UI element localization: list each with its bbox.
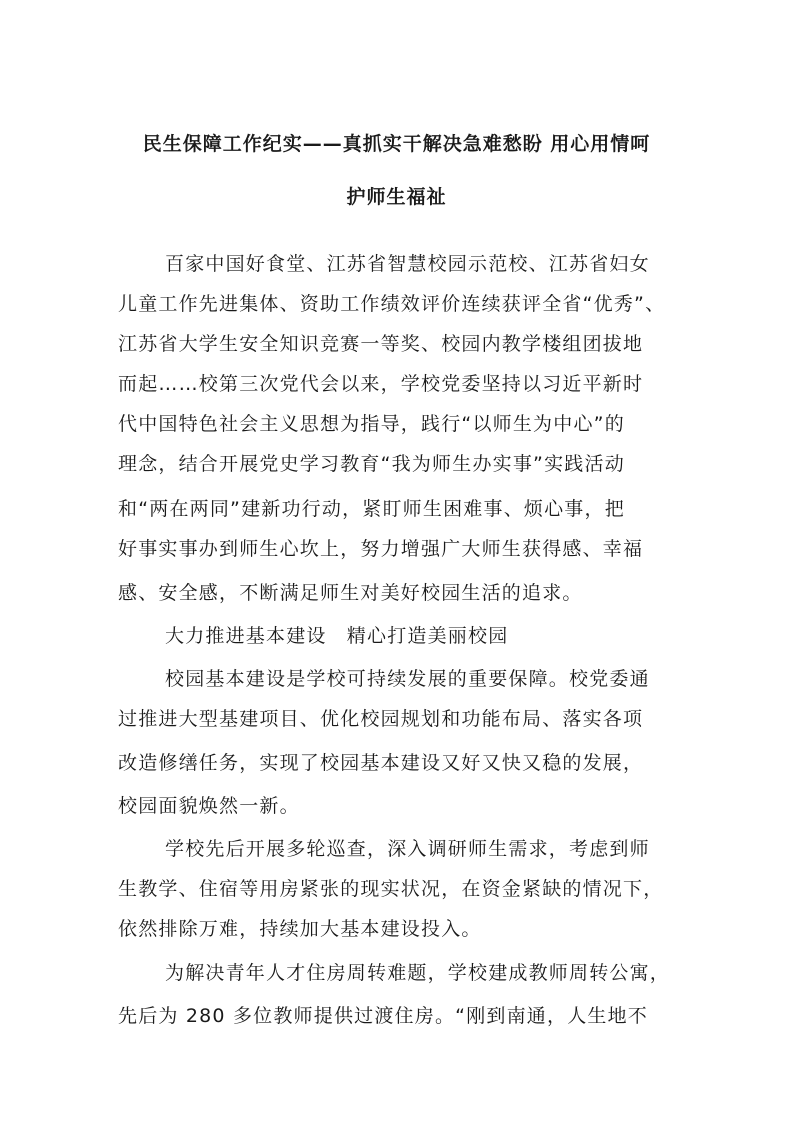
paragraph-line: 儿童工作先进集体、资助工作绩效评价连续获评全省“优秀”、 <box>118 293 666 315</box>
paragraph-line: 理念，结合开展党史学习教育“我为师生办实事”实践活动 <box>118 453 625 475</box>
paragraph-line: 江苏省大学生安全知识竞赛一等奖、校园内教学楼组团拔地 <box>118 333 644 355</box>
paragraph-line: 和“两在两同”建新功行动，紧盯师生困难事、烦心事，把 <box>118 498 625 520</box>
paragraph-line: 而起……校第三次党代会以来，学校党委坚持以习近平新时 <box>118 373 644 395</box>
paragraph-line: 过推进大型基建项目、优化校园规划和功能布局、落实各项 <box>118 708 644 730</box>
paragraph-line: 生教学、住宿等用房紧张的现实状况，在资金紧缺的情况下， <box>118 878 664 900</box>
paragraph-line: 先后为 280 多位教师提供过渡住房。“刚到南通，人生地不 <box>118 1005 648 1027</box>
paragraph-line: 代中国特色社会主义思想为指导，践行“以师生为中心”的 <box>118 413 625 435</box>
section-heading: 大力推进基本建设 精心打造美丽校园 <box>165 625 509 647</box>
document-title-line-2: 护师生福祉 <box>346 186 447 208</box>
paragraph-line: 学校先后开展多轮巡查，深入调研师生需求，考虑到师 <box>165 838 650 860</box>
document-title-line-1: 民生保障工作纪实——真抓实干解决急难愁盼 用心用情呵 <box>142 133 651 155</box>
paragraph-line: 感、安全感，不断满足师生对美好校园生活的追求。 <box>118 582 583 604</box>
paragraph-line: 改造修缮任务，实现了校园基本建设又好又快又稳的发展， <box>118 752 644 774</box>
paragraph-line: 为解决青年人才住房周转难题，学校建成教师周转公寓， <box>165 962 671 984</box>
paragraph-line: 校园面貌焕然一新。 <box>118 795 300 817</box>
paragraph-line: 百家中国好食堂、江苏省智慧校园示范校、江苏省妇女 <box>165 253 650 275</box>
paragraph-line: 校园基本建设是学校可持续发展的重要保障。校党委通 <box>165 668 650 690</box>
paragraph-line: 依然排除万难，持续加大基本建设投入。 <box>118 918 482 940</box>
paragraph-line: 好事实事办到师生心坎上，努力增强广大师生获得感、幸福 <box>118 538 644 560</box>
